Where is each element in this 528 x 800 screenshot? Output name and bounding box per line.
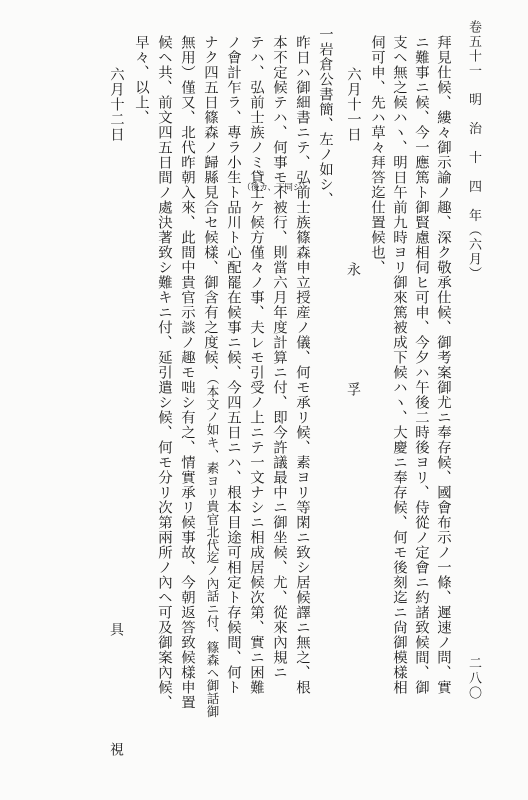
text-column: 候ヘ共、前文四五日間ノ處決著致シ難キニ付、延引遣シ候、何モ分リ次第兩所ノ內ヘ可及御案內候、: [156, 35, 172, 710]
text-column: 拜見仕候、縷々御示諭ノ趣、深ク敬承仕候、御考案御尤ニ奉存候、國會布示ノ一條、遲速ノ問、實: [435, 35, 451, 695]
text-column: ノ會計乍ラ、專ラ小生ト品川ト心配罷在候事ニ候、今四五日ニハ、根本目途可相定ト存候間、何ト: [225, 35, 241, 695]
text-column: 伺可申、先ハ草々拜答迄仕置候也、: [369, 35, 385, 275]
text-column: 昨日ハ御細書ニテ、弘前士族篠森申立授産ノ儀、何モ承リ候、素ヨリ等閑ニ致シ居候譯ニ無之、根: [294, 35, 310, 695]
section-heading: 一岩倉公書簡、左ノ如シ、: [317, 27, 333, 207]
date-line: 六月十二日: [108, 67, 124, 142]
date-line: 六月十一日: [345, 67, 361, 142]
signature: 永 孚: [345, 262, 361, 422]
signature: 具 視: [108, 622, 124, 782]
annotation-column: （本文ノ如キ、素ヨリ貴官北代迄ノ內話ニ付、篠森ヘ御話御: [205, 372, 220, 718]
page-number: 二八〇: [466, 656, 481, 701]
text-column: 無用）僅又、北代昨朝入來、此間中貴官示談ノ趣モ咄シ有之、情實承リ候事故、今朝返答致候樣申置: [179, 35, 195, 710]
text-column: ニ難事ニ候、今一應篤ト御賢慮相伺ヒ可申、今夕ハ午後二時後ヨリ、侍從ノ定會ニ約諸致候間、御: [413, 35, 429, 695]
annotation-note: （後カ、下同ジ）: [242, 183, 310, 193]
text-column: ナク四五日篠森ノ歸縣見合セ候樣、御含有之度候、: [202, 35, 218, 380]
text-column: 支ヘ無之候ハヽ、明日午前九時ヨリ御來篤被成下候ハヽ、大慶ニ奉存候、何モ後刻迄ニ尙御模樣相: [391, 35, 407, 695]
text-column: 早々、以上、: [133, 35, 149, 125]
text-column: テハ、弘前士族ノミ貸上ケ候方僅々ノ事、夫レモ引受ノ上ニテ一文ナシニ相成居候次第、實ニ困難: [248, 35, 264, 695]
text-column: 本不定候テハ、何事モ不被行、則當六月年度計算ニ付、即今許議最中ニ御坐候、尤、從來內規ニ: [271, 35, 287, 680]
running-title: 卷五十一 明 治 十 四 年（六月）: [466, 20, 481, 281]
